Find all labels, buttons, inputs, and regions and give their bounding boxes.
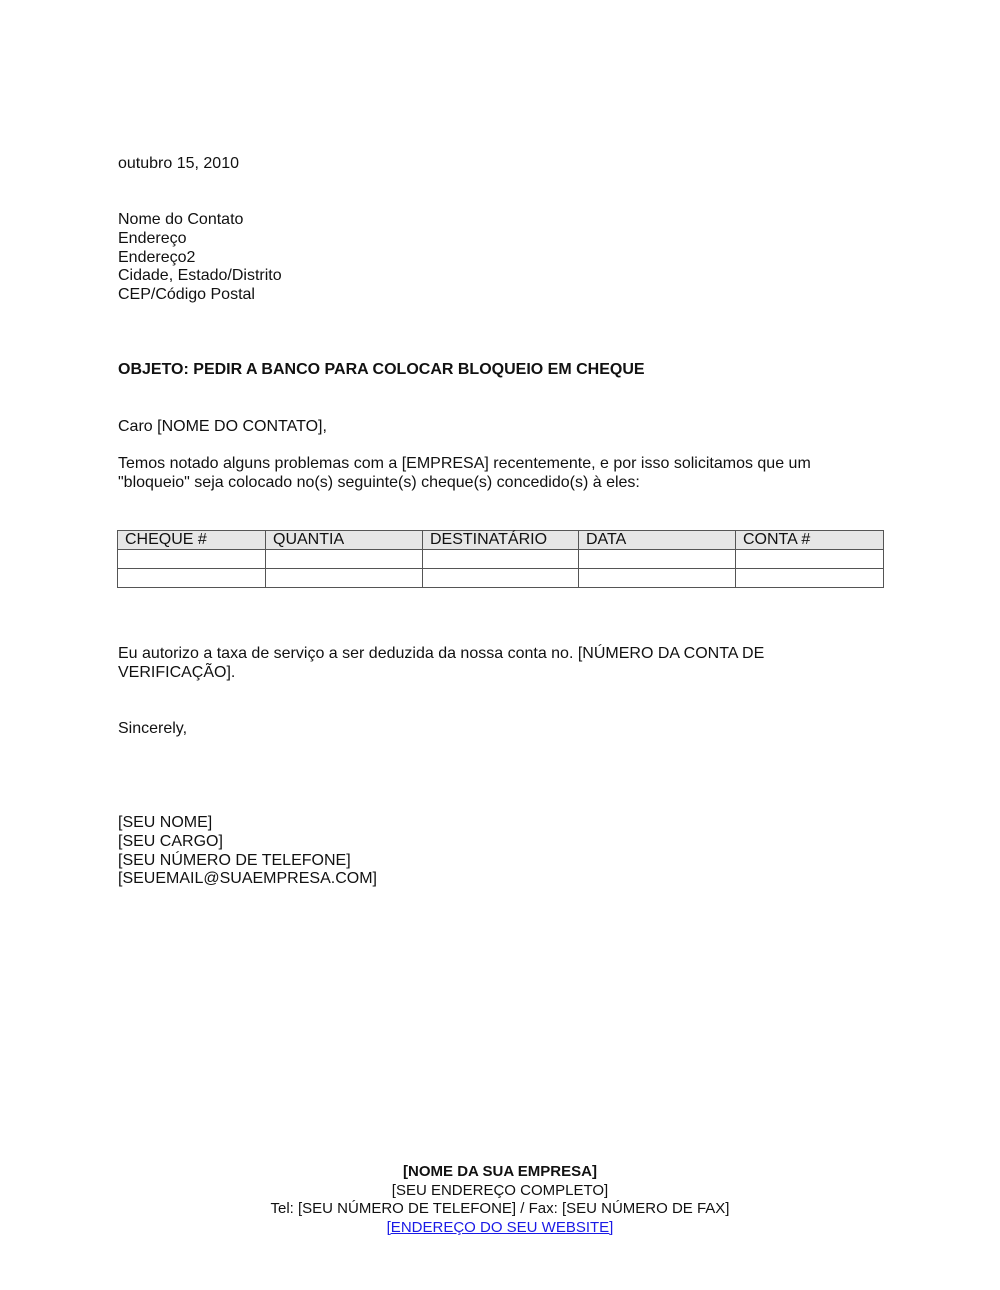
recipient-address-line1: Endereço bbox=[118, 229, 187, 247]
table-cell bbox=[266, 550, 423, 569]
table-cell bbox=[118, 569, 266, 588]
column-header-cheque-number: CHEQUE # bbox=[118, 531, 266, 550]
table-cell bbox=[736, 550, 884, 569]
table-cell bbox=[736, 569, 884, 588]
table-cell bbox=[118, 550, 266, 569]
salutation: Caro [NOME DO CONTATO], bbox=[118, 418, 327, 435]
letterhead-footer bbox=[0, 1163, 1000, 1237]
intro-line: Temos notado alguns problemas com a [EMPRESA] recentemente, e por isso solicitamos que um bbox=[118, 455, 811, 472]
recipient-address bbox=[118, 211, 282, 305]
recipient-city-state: Cidade, Estado/Distrito bbox=[118, 267, 282, 285]
column-header-date: DATA bbox=[579, 531, 736, 550]
cheque-table bbox=[117, 530, 884, 588]
column-header-recipient: DESTINATÁRIO bbox=[423, 531, 579, 550]
footer-contact: Tel: [SEU NÚMERO DE TELEFONE] / Fax: [SEU NÚMERO DE FAX] bbox=[270, 1200, 730, 1218]
table-cell bbox=[423, 550, 579, 569]
footer-company-name: [NOME DA SUA EMPRESA] bbox=[403, 1163, 597, 1180]
subject-line: OBJETO: PEDIR A BANCO PARA COLOCAR BLOQUEIO EM CHEQUE bbox=[118, 361, 645, 378]
intro-line: "bloqueio" seja colocado no(s) seguinte(s) cheque(s) concedido(s) à eles: bbox=[118, 473, 640, 491]
column-header-amount: QUANTIA bbox=[266, 531, 423, 550]
signer-name: [SEU NOME] bbox=[118, 814, 213, 831]
authorization-line: VERIFICAÇÃO]. bbox=[118, 663, 236, 681]
table-cell bbox=[579, 569, 736, 588]
intro-paragraph bbox=[118, 455, 811, 493]
table-cell bbox=[579, 550, 736, 569]
footer-website-link[interactable]: [ENDEREÇO DO SEU WEBSITE] bbox=[386, 1218, 614, 1236]
column-header-account-number: CONTA # bbox=[736, 531, 884, 550]
authorization-paragraph bbox=[118, 645, 764, 683]
footer-address: [SEU ENDEREÇO COMPLETO] bbox=[391, 1181, 609, 1199]
recipient-postal-code: CEP/Código Postal bbox=[118, 286, 255, 304]
closing: Sincerely, bbox=[118, 720, 188, 737]
signature-block bbox=[118, 814, 377, 889]
table-row bbox=[118, 569, 884, 588]
signer-title: [SEU CARGO] bbox=[118, 832, 223, 850]
table-header-row bbox=[118, 531, 884, 550]
table-cell bbox=[266, 569, 423, 588]
signer-phone: [SEU NÚMERO DE TELEFONE] bbox=[118, 851, 351, 869]
authorization-line: Eu autorizo a taxa de serviço a ser deduzida da nossa conta no. [NÚMERO DA CONTA DE bbox=[118, 645, 765, 662]
table-cell bbox=[423, 569, 579, 588]
recipient-address-line2: Endereço2 bbox=[118, 248, 196, 266]
signer-email: [SEUEMAIL@SUAEMPRESA.COM] bbox=[118, 870, 377, 888]
letter-date: outubro 15, 2010 bbox=[118, 155, 239, 172]
recipient-name: Nome do Contato bbox=[118, 211, 244, 228]
table-row bbox=[118, 550, 884, 569]
